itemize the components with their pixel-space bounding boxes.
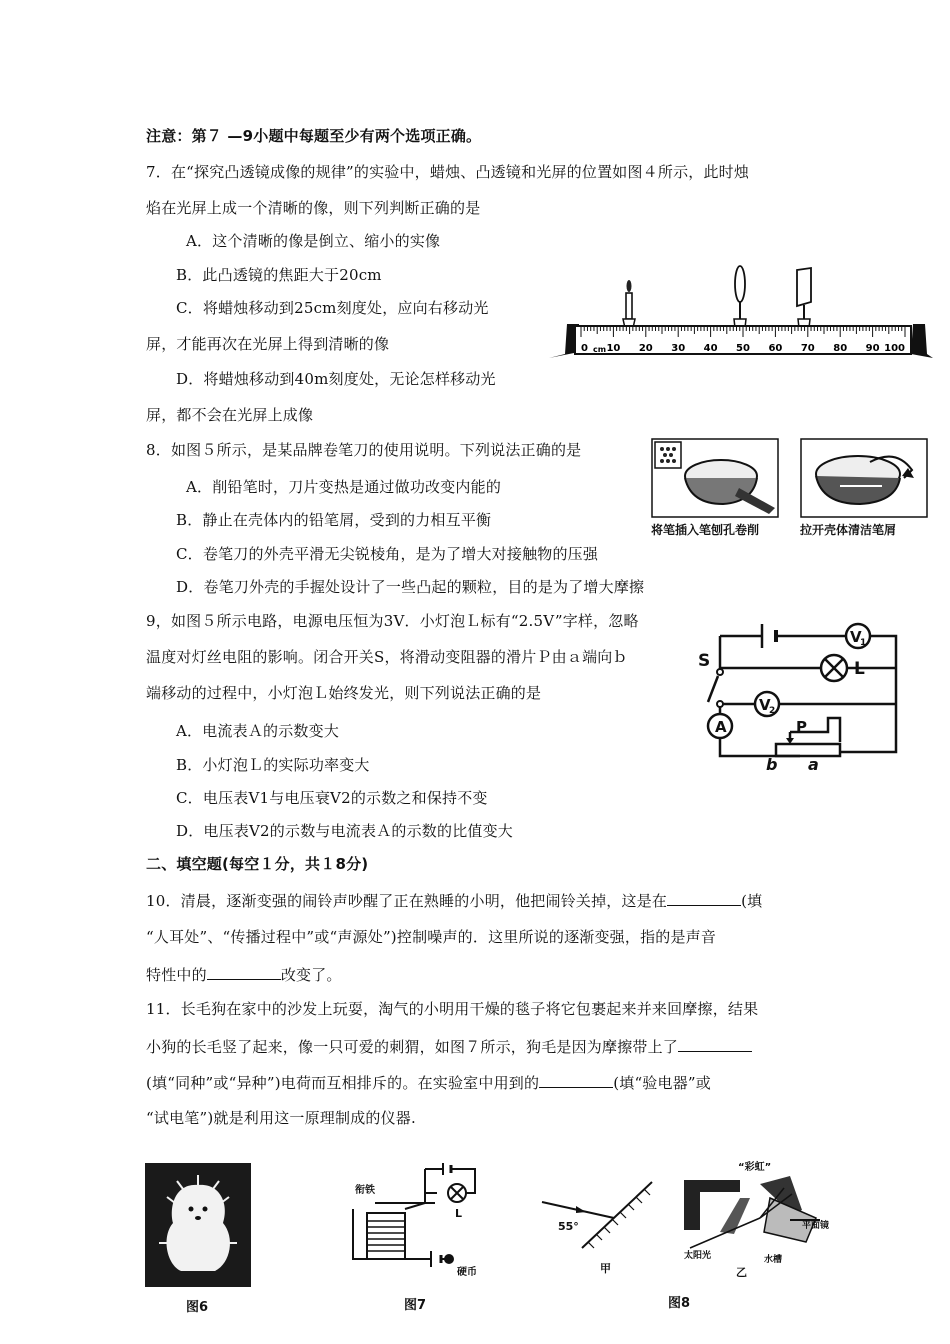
q10-text-1a: 10．清晨，逐渐变强的闹铃声吵醒了正在熟睡的小明，他把闹铃关掉，这是在 bbox=[146, 892, 668, 910]
fig7-lamp-label: L bbox=[455, 1207, 463, 1220]
sharpener-figure-right bbox=[800, 438, 928, 518]
q9-option-d: D．电压表V2的示数与电流表Ａ的示数的比值变大 bbox=[176, 822, 514, 840]
q10-blank-1[interactable] bbox=[667, 889, 741, 906]
voltmeter-v2-icon bbox=[755, 692, 779, 716]
fig8-yi-rainbow bbox=[680, 1158, 840, 1278]
end-a-label: a bbox=[808, 755, 819, 774]
q8-option-a: A．削铅笔时，刀片变热是通过做功改变内能的 bbox=[186, 478, 502, 496]
fig7-caption: 图7 bbox=[404, 1298, 427, 1313]
q7-stem-2: 焰在光屏上成一个清晰的像，则下列判断正确的是 bbox=[146, 199, 481, 217]
fig8-jia-reflection bbox=[540, 1178, 670, 1274]
end-b-label: b bbox=[766, 755, 778, 774]
ammeter-letter: A bbox=[715, 718, 727, 736]
fig8-tank-label: 水槽 bbox=[764, 1255, 783, 1265]
q8-stem: 8．如图５所示，是某品牌卷笔刀的使用说明。下列说法正确的是 bbox=[146, 441, 582, 459]
q9-stem-3: 端移动的过程中，小灯泡Ｌ始终发光，则下列说法正确的是 bbox=[146, 684, 542, 702]
fig7-relay-circuit bbox=[345, 1163, 495, 1279]
voltmeter-v1-icon bbox=[846, 624, 870, 648]
q9-option-b: B．小灯泡Ｌ的实际功率变大 bbox=[176, 756, 370, 774]
ruler-label: 20 bbox=[638, 343, 653, 354]
fig8-yi-label: 乙 bbox=[736, 1266, 747, 1278]
q8-option-b: B．静止在壳体内的铅笔屑，受到的力相互平衡 bbox=[176, 511, 492, 529]
q11-text-3b: (填“验电器”或 bbox=[613, 1074, 711, 1092]
fig8-jia-label: 甲 bbox=[600, 1262, 611, 1274]
v1-letter: V bbox=[850, 628, 862, 646]
q10-line-2: “人耳处”、“传播过程中”或“声源处”)控制噪声的．这里所说的逐渐变强，指的是声音 bbox=[146, 928, 717, 946]
candle-icon bbox=[623, 280, 635, 328]
convex-lens-icon bbox=[734, 266, 746, 328]
q11-line-3 bbox=[146, 1071, 711, 1093]
q11-text-2: 小狗的长毛竖了起来，像一只可爱的刺猬，如图７所示，狗毛是因为摩擦带上了 bbox=[146, 1038, 679, 1056]
note-line: 注意：第７ —9小题中每题至少有两个选项正确。 bbox=[146, 127, 482, 145]
light-screen-icon bbox=[797, 268, 811, 328]
q11-text-3a: (填“同种”或“异种”)电荷而互相排斥的。在实验室中用到的 bbox=[146, 1074, 540, 1092]
fig8-mirror-label: 平面镜 bbox=[802, 1221, 830, 1231]
q7-option-c-2: 屏，才能再次在光屏上得到清晰的像 bbox=[146, 335, 390, 353]
q9-stem-1: 9，如图５所示电路，电源电压恒为3V．小灯泡Ｌ标有“2.5V”字样，忽略 bbox=[146, 612, 639, 630]
ruler-unit: cm bbox=[593, 345, 607, 354]
ruler-label: 50 bbox=[736, 343, 750, 354]
q11-line-4: “试电笔”)就是利用这一原理制成的仪器. bbox=[146, 1109, 416, 1127]
ruler-label: 10 bbox=[606, 343, 621, 354]
sharpener-caption-1: 将笔插入笔刨孔卷削 bbox=[651, 523, 760, 537]
slider-label: P bbox=[796, 718, 807, 736]
q8-option-c: C．卷笔刀的外壳平滑无尖锐棱角，是为了增大对接触物的压强 bbox=[176, 545, 599, 563]
v1-sub: 1 bbox=[860, 638, 867, 648]
circuit-diagram bbox=[690, 618, 915, 778]
q7-option-c-1: C．将蜡烛移动到25cm刻度处，应向右移动光 bbox=[176, 299, 489, 317]
ruler-label: 70 bbox=[800, 343, 815, 354]
v2-letter: V bbox=[759, 696, 771, 714]
sharpener-figure-left bbox=[651, 438, 779, 518]
fig7-iron-label: 衔铁 bbox=[355, 1185, 375, 1196]
ruler-label: 90 bbox=[865, 343, 880, 354]
q10-text-3a: 特性中的 bbox=[146, 966, 207, 984]
optical-bench-figure bbox=[545, 262, 935, 362]
fig8-caption: 图8 bbox=[668, 1296, 691, 1311]
lamp-label: L bbox=[854, 659, 865, 679]
q7-option-d-2: 屏，都不会在光屏上成像 bbox=[146, 406, 314, 424]
q9-stem-2: 温度对灯丝电阻的影响。闭合开关S，将滑动变阻器的滑片Ｐ由ａ端向ｂ bbox=[146, 648, 628, 666]
q7-stem-1: 7．在“探究凸透镜成像的规律”的实验中，蜡烛、凸透镜和光屏的位置如图４所示，此时烛 bbox=[146, 163, 750, 181]
q7-option-a: A．这个清晰的像是倒立、缩小的实像 bbox=[186, 232, 441, 250]
q10-blank-2[interactable] bbox=[207, 963, 281, 980]
v2-sub: 2 bbox=[769, 706, 776, 716]
fig6-caption: 图6 bbox=[186, 1300, 209, 1315]
q9-option-c: C．电压表V1与电压衰V2的示数之和保持不变 bbox=[176, 789, 488, 807]
ruler-label: 80 bbox=[833, 343, 848, 354]
q10-line-1 bbox=[146, 889, 762, 911]
ammeter-icon bbox=[708, 714, 732, 738]
q7-option-b: B．此凸透镜的焦距大于20cm bbox=[176, 266, 382, 284]
q8-option-d: D．卷笔刀外壳的手握处设计了一些凸起的颗粒，目的是为了增大摩擦 bbox=[176, 578, 645, 596]
ruler-label: 60 bbox=[768, 343, 783, 354]
q10-line-3 bbox=[146, 963, 342, 985]
q7-option-d-1: D．将蜡烛移动到40m刻度处，无论怎样移动光 bbox=[176, 370, 496, 388]
ruler-label: 0 bbox=[581, 343, 588, 354]
switch-label: S bbox=[698, 651, 711, 671]
ruler-label: 30 bbox=[671, 343, 686, 354]
fig8-rainbow-label: “彩虹” bbox=[738, 1162, 772, 1173]
fig8-angle-label: 55° bbox=[558, 1220, 579, 1233]
q9-option-a: A．电流表Ａ的示数变大 bbox=[176, 722, 340, 740]
q10-text-1b: (填 bbox=[741, 892, 763, 910]
fig6-dog-photo bbox=[145, 1163, 251, 1287]
ruler-label: 40 bbox=[703, 343, 718, 354]
sharpener-caption-2: 拉开壳体清洁笔屑 bbox=[800, 523, 897, 537]
lamp-icon bbox=[821, 655, 847, 681]
q11-line-2 bbox=[146, 1035, 752, 1057]
fig8-sun-label: 太阳光 bbox=[684, 1251, 712, 1261]
section-2-heading: 二、填空题(每空１分，共１8分) bbox=[146, 855, 369, 873]
q11-blank-2[interactable] bbox=[539, 1071, 613, 1088]
fig7-coin-label: 硬币 bbox=[457, 1267, 477, 1278]
ruler-label: 100 bbox=[884, 343, 905, 354]
q11-line-1: 11．长毛狗在家中的沙发上玩耍，淘气的小明用干燥的毯子将它包裹起来并来回摩擦，结果 bbox=[146, 1000, 759, 1018]
q10-text-3b: 改变了。 bbox=[280, 966, 342, 984]
q11-blank-1[interactable] bbox=[678, 1035, 752, 1052]
